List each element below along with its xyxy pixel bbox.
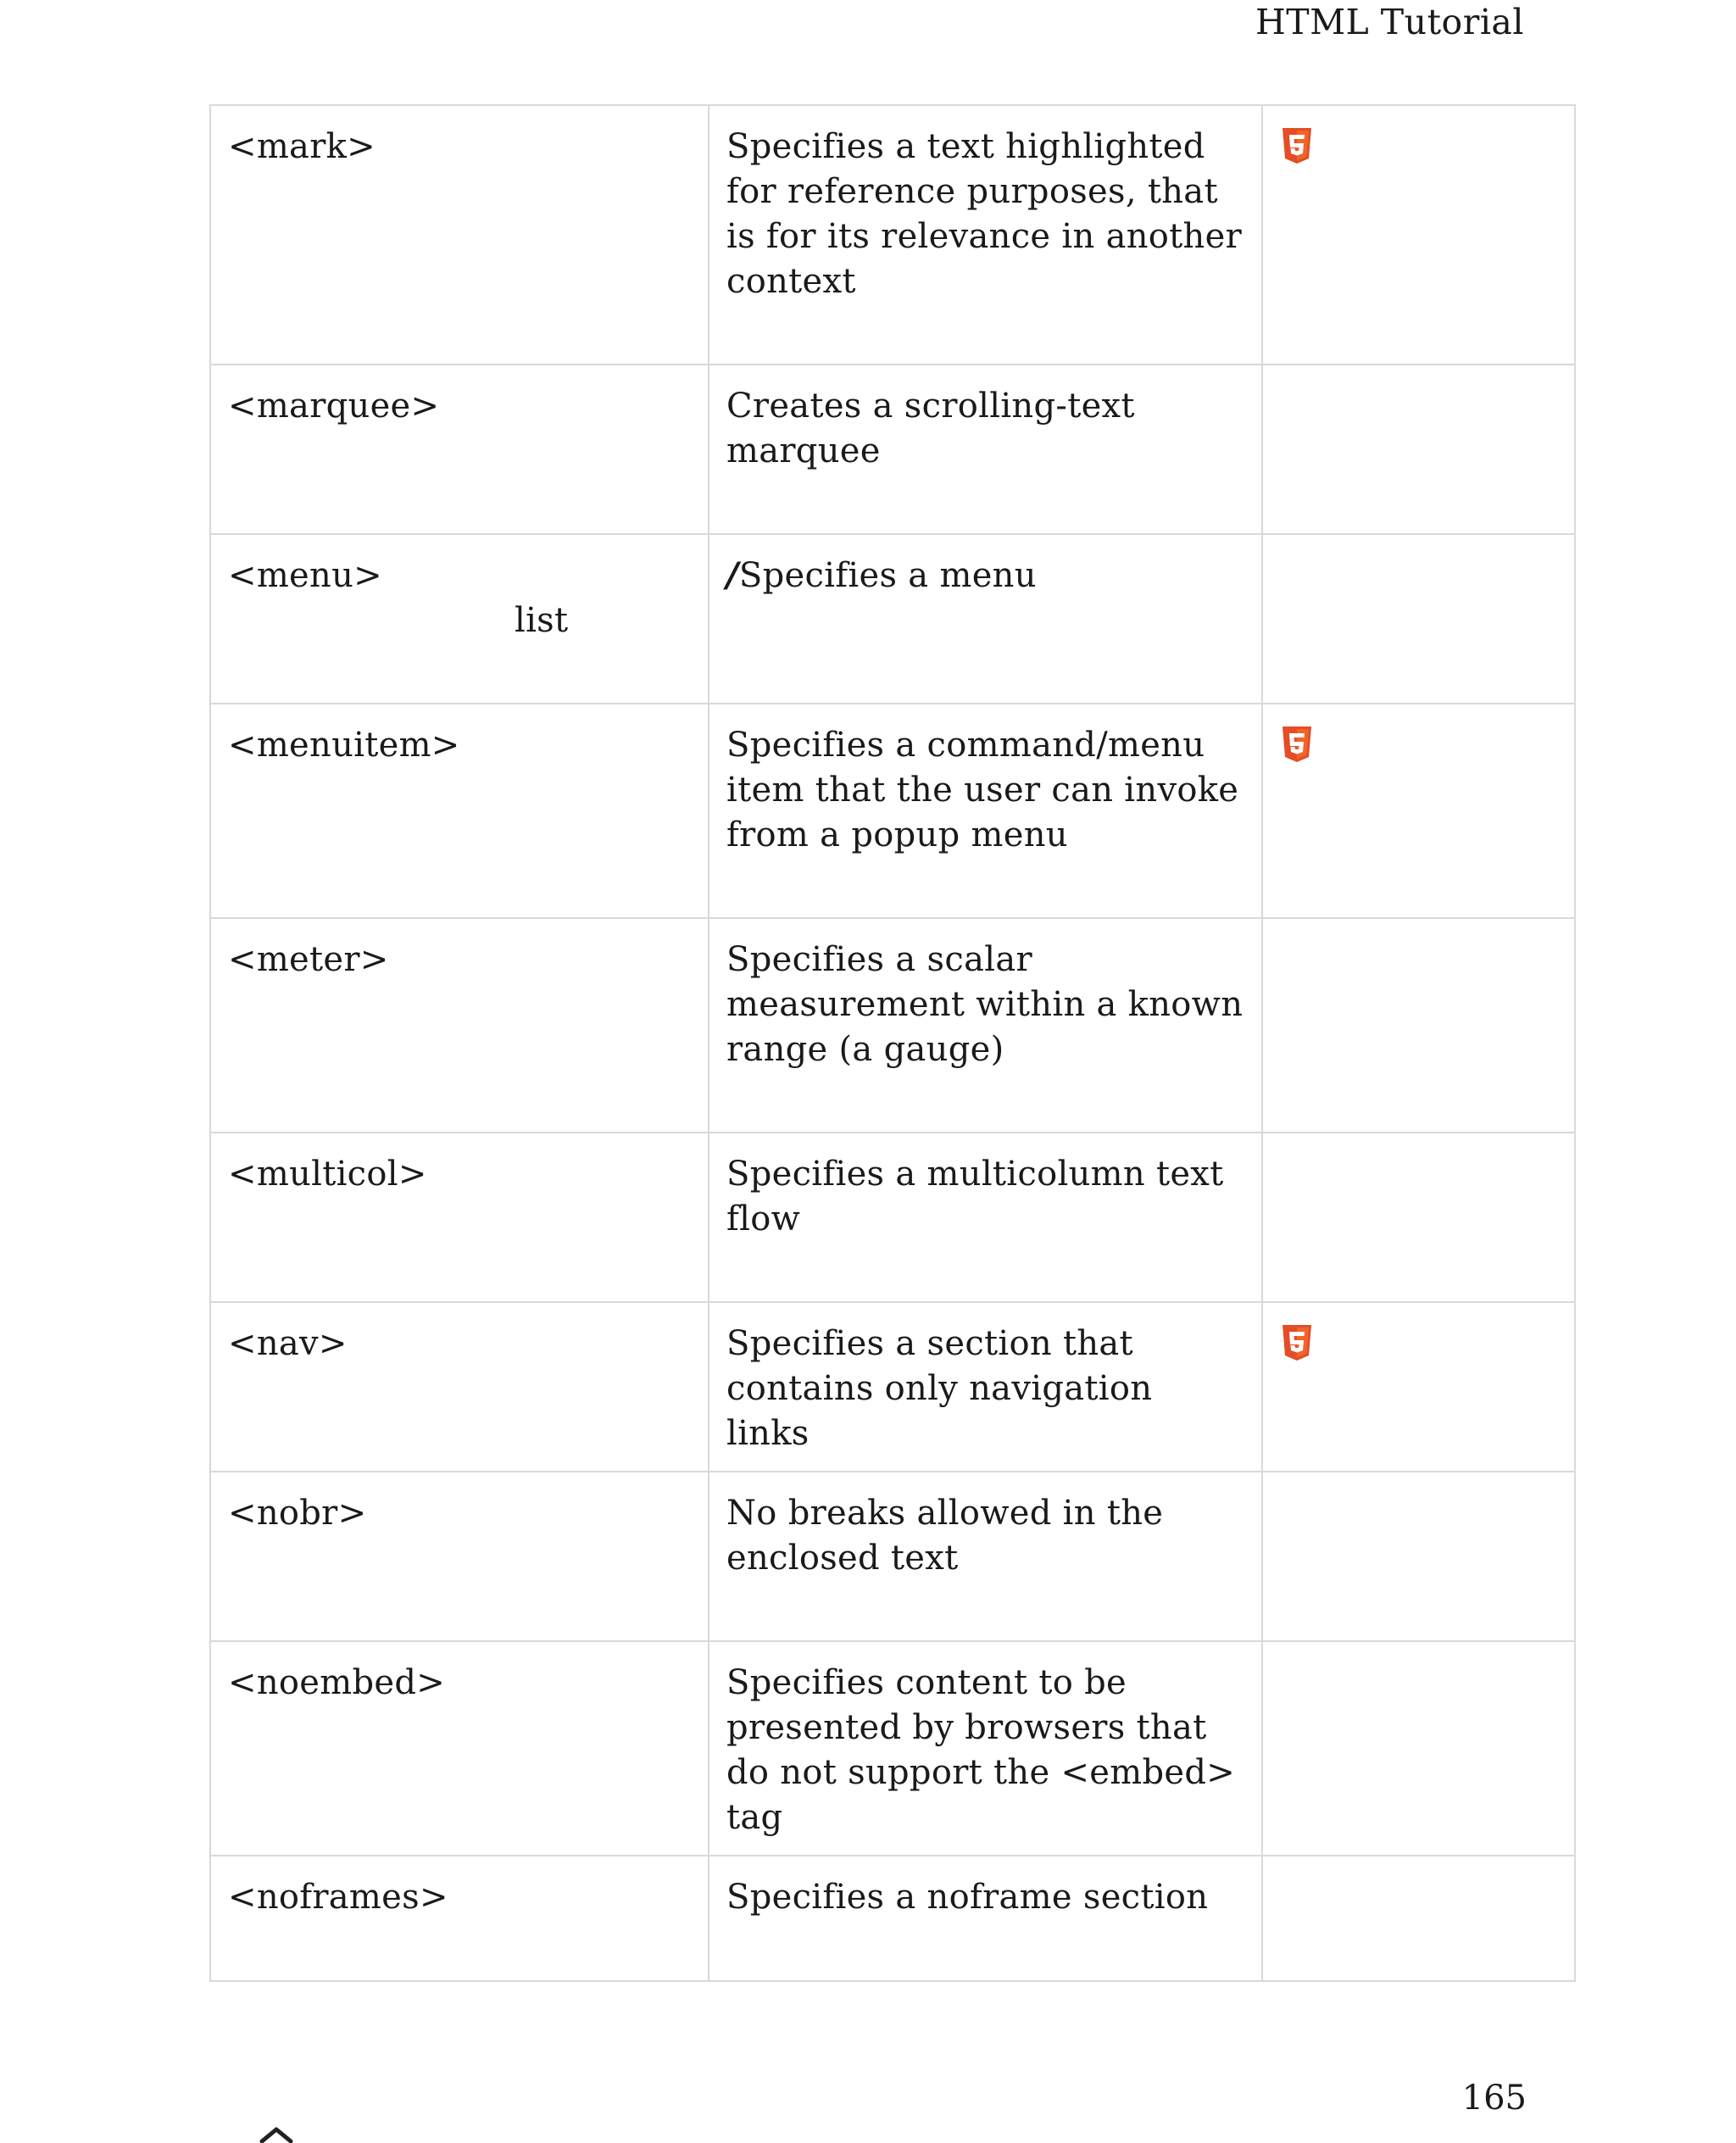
tag-cell: [210, 918, 709, 1133]
tag-cell: [210, 365, 709, 534]
tag-name: <nobr>: [228, 1494, 367, 1533]
tag-name: <multicol>: [228, 1155, 427, 1194]
tag-cell: [210, 1856, 709, 1981]
page-number: 165: [1461, 2079, 1527, 2118]
tag-description: No breaks allowed in the enclosed text: [726, 1494, 1164, 1578]
html5-cell: [1262, 918, 1575, 1133]
table-row: [210, 534, 1575, 704]
tag-cell: [210, 1302, 709, 1472]
table-row: [210, 1856, 1575, 1981]
tag-description: Specifies a scalar measurement within a known range (a gauge): [726, 940, 1244, 1069]
description-cell: [709, 365, 1262, 534]
description-cell: [709, 1641, 1262, 1856]
description-cell: [515, 534, 1262, 704]
tag-cell: [210, 1472, 709, 1641]
tag-cell: [210, 704, 709, 918]
html5-cell: [1262, 1302, 1575, 1472]
tag-description: Specifies a text highlighted for reference purposes, that is for its relevance in another context: [726, 127, 1243, 301]
description-cell: [709, 105, 1262, 365]
html5-cell: [1262, 1641, 1575, 1856]
tag-cell: [210, 105, 709, 365]
html5-cell: [1262, 1472, 1575, 1641]
tag-description-continued: list: [515, 601, 569, 640]
description-cell: [709, 1302, 1262, 1472]
tag-name: <noembed>: [228, 1663, 446, 1702]
tag-name: <nav>: [228, 1324, 348, 1363]
tag-description: Specifies a section that contains only navigation links: [726, 1324, 1153, 1453]
html5-cell: [1262, 1856, 1575, 1981]
table-row: [210, 1641, 1575, 1856]
html5-cell: [1262, 1133, 1575, 1302]
tag-name: <menuitem>: [228, 726, 460, 765]
tag-cell: [210, 1641, 709, 1856]
tag-reference-table: [209, 104, 1576, 1982]
tag-description: Specifies a multicolumn text flow: [726, 1155, 1224, 1238]
tag-name: <meter>: [228, 940, 389, 979]
tag-cell: [210, 1133, 709, 1302]
tag-description: Specifies content to be presented by browsers that do not support the <embed> tag: [726, 1663, 1236, 1837]
html5-icon: [1280, 126, 1314, 165]
description-cell: [709, 1472, 1262, 1641]
table-row: [210, 704, 1575, 918]
html5-icon: [1280, 1323, 1314, 1362]
tag-name: <mark>: [228, 127, 376, 166]
chevron-up-icon[interactable]: [259, 2126, 294, 2143]
tag-name: <marquee>: [228, 387, 440, 426]
tag-description: Specifies a menu: [738, 556, 1037, 595]
tag-description: Specifies a command/menu item that the user can invoke from a popup menu: [726, 726, 1239, 854]
table-row: [210, 1133, 1575, 1302]
tag-description: Creates a scrolling-text marquee: [726, 387, 1135, 470]
html5-icon: [1280, 725, 1314, 764]
tag-description: Specifies a noframe section: [726, 1878, 1209, 1917]
description-cell: [709, 1856, 1262, 1981]
table-row: [210, 365, 1575, 534]
description-cell: [709, 918, 1262, 1133]
description-cell: [709, 704, 1262, 918]
table-row: [210, 1472, 1575, 1641]
table-row: [210, 1302, 1575, 1472]
slash-mark: /: [726, 556, 739, 595]
running-title: HTML Tutorial: [1255, 2, 1524, 42]
html5-cell: [1262, 365, 1575, 534]
html5-cell: [1262, 534, 1575, 704]
table-row: [210, 918, 1575, 1133]
tag-name: <noframes>: [228, 1878, 448, 1917]
html5-cell: [1262, 105, 1575, 365]
description-cell: [709, 1133, 1262, 1302]
tag-name: <menu>: [228, 556, 382, 595]
table-row: [210, 105, 1575, 365]
html5-cell: [1262, 704, 1575, 918]
